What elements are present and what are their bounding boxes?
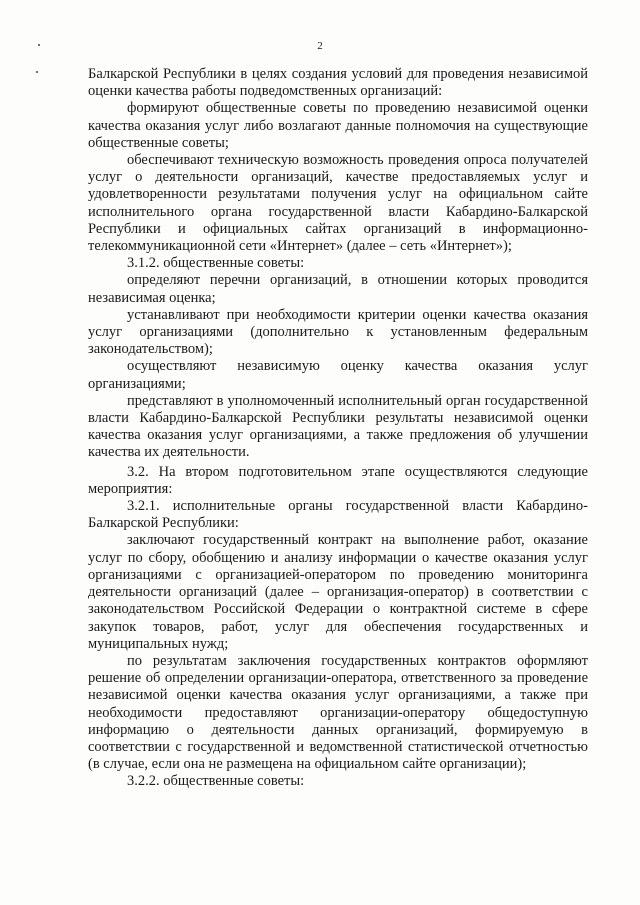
paragraph-continuation: Балкарской Республики в целях создания условий для проведения независимой оценки качества работы подведомственных организаций: <box>88 66 588 100</box>
paragraph-set-criteria: устанавливают при необходимости критерии оценки качества оказания услуг организациями (дополнительно к установленным федеральным законодательством); <box>88 306 588 358</box>
paragraph-ensure-survey: обеспечивают техническую возможность проведения опроса получателей услуг о деятельности организаций, качестве предоставляемых услуг и удовлетворенности результатами получения услуг на официальном сайте исполнительного органа государственной власти Кабардино-Балкарской Республики и официальных сайтах организаций в информационно-телекоммуникационной сети «Интернет» (далее – сеть «Интернет»); <box>88 152 588 255</box>
scan-speck <box>36 71 38 73</box>
paragraph-conclude-contract: заключают государственный контракт на выполнение работ, оказание услуг по сбору, обобщению и анализу информации о качестве оказания услуг организациями с организацией-оператором по проведению мониторинга деятельности организаций (далее – организация-оператор) в соответствии с законодательством Российской Федерации о контрактной системе в сфере закупок товаров, работ, услуг для обеспечения государственных и муниципальных нужд; <box>88 532 588 652</box>
section-heading-3-1-2: 3.1.2. общественные советы: <box>127 255 305 272</box>
paragraph-operator-decision: по результатам заключения государственных контрактов оформляют решение об определении организации-оператора, ответственного за проведение независимой оценки качества оказания услуг организациями, а также при необходимости предоставляют организации-оператору общедоступную информацию о деятельности данных организаций, формируемую в соответствии с государственной и ведомственной статистической отчетностью (в случае, если она не размещена на официальном сайте организации); <box>88 652 588 773</box>
section-heading-3-2: 3.2. На втором подготовительном этапе осуществляются следующие мероприятия: <box>88 463 588 497</box>
paragraph-submit-results: представляют в уполномоченный исполнительный орган государственной власти Кабардино-Балкарской Республики результаты независимой оценки качества оказания услуг организациями, а также предложения об улучшении качества их деятельности. <box>88 392 588 461</box>
paragraph-perform-assessment: осуществляют независимую оценку качества оказания услуг организациями; <box>88 358 588 392</box>
section-heading-3-2-2: 3.2.2. общественные советы: <box>127 773 305 790</box>
paragraph-define-lists: определяют перечни организаций, в отношении которых проводится независимая оценка; <box>88 272 588 306</box>
section-heading-3-2-1: 3.2.1. исполнительные органы государственной власти Кабардино-Балкарской Республики: <box>88 498 588 532</box>
page-number: 2 <box>317 40 323 52</box>
document-body <box>88 66 588 791</box>
paragraph-form-councils: формируют общественные советы по проведению независимой оценки качества оказания услуг либо возлагают данные полномочия на существующие общественные советы; <box>88 100 588 151</box>
